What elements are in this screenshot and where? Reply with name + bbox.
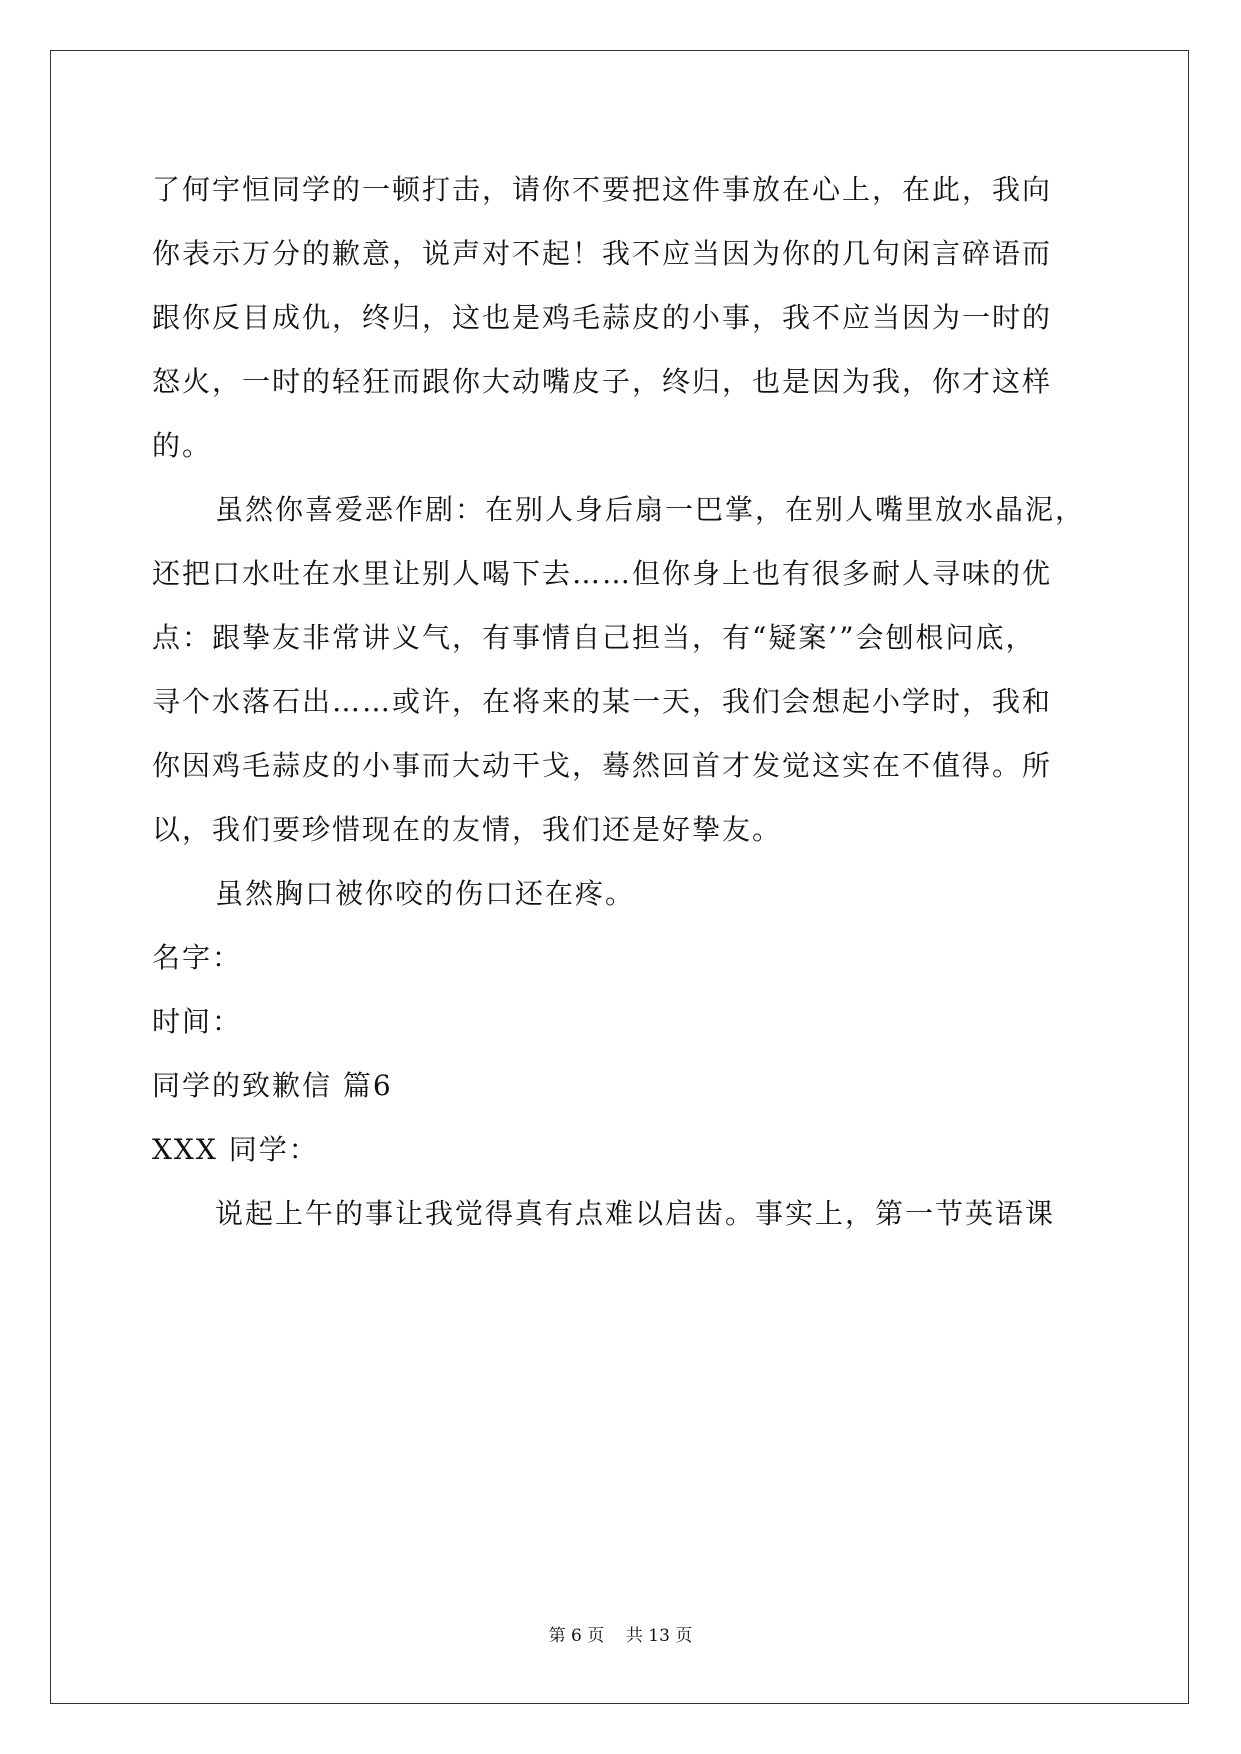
document-body [152, 158, 1092, 1246]
section-heading: 同学的致歉信 篇6 [152, 1069, 393, 1102]
salutation-line: XXX 同学： [152, 1133, 319, 1166]
page-number-footer: 第 6 页 共 13 页 [548, 1626, 693, 1646]
signature-date-line: 时间： [152, 1005, 243, 1038]
paragraph-start-line: 说起上午的事让我觉得真有点难以启齿。事实上，第一节英语课 [215, 1197, 1056, 1230]
body-line: 的。 [152, 429, 213, 462]
body-line: 寻个水落石出……或许，在将来的某一天，我们会想起小学时，我和 [152, 685, 1053, 718]
paragraph-start-line: 虽然你喜爱恶作剧：在别人身后扇一巴掌，在别人嘴里放水晶泥， [215, 493, 1086, 526]
paragraph-start-line: 虽然胸口被你咬的伤口还在疼。 [215, 877, 636, 910]
body-line: 你表示万分的歉意，说声对不起！我不应当因为你的几句闲言碎语而 [152, 237, 1053, 270]
body-line: 跟你反目成仇，终归，这也是鸡毛蒜皮的小事，我不应当因为一时的 [152, 301, 1053, 334]
body-line: 怒火，一时的轻狂而跟你大动嘴皮子，终归，也是因为我，你才这样 [152, 365, 1053, 398]
body-line: 点：跟挚友非常讲义气，有事情自己担当，有“疑案’”会刨根问底， [152, 621, 1036, 654]
body-line: 你因鸡毛蒜皮的小事而大动干戈，蓦然回首才发觉这实在不值得。所 [152, 749, 1053, 782]
body-line: 还把口水吐在水里让别人喝下去……但你身上也有很多耐人寻味的优 [152, 557, 1053, 590]
body-line: 了何宇恒同学的一顿打击，请你不要把这件事放在心上，在此，我向 [152, 173, 1053, 206]
body-line: 以，我们要珍惜现在的友情，我们还是好挚友。 [152, 813, 783, 846]
signature-name-line: 名字： [152, 941, 243, 974]
